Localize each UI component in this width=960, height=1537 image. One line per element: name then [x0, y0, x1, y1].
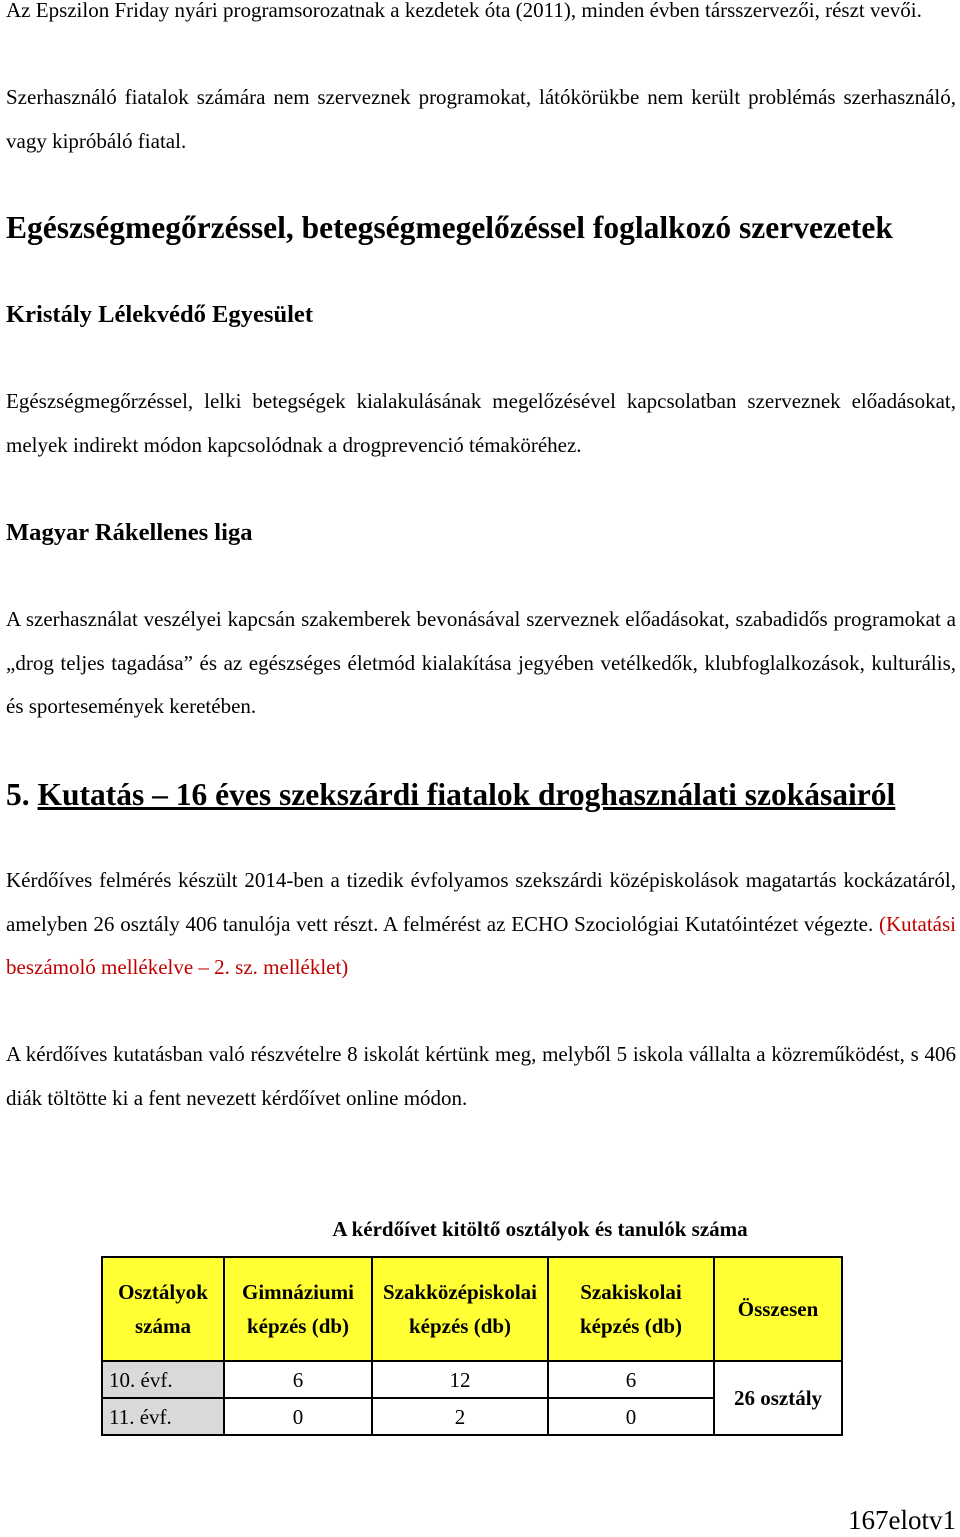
- table-row: [102, 1361, 842, 1398]
- cell-szakiskola: 6: [548, 1361, 714, 1398]
- classes-students-table: [101, 1256, 843, 1436]
- intro-paragraph-2: Szerhasználó fiatalok számára nem szerveznek programokat, látókörükbe nem került problémás szerhasználó, vagy kipróbáló fiatal.: [6, 85, 956, 153]
- header-szakiskola: Szakiskolai képzés (db): [548, 1257, 714, 1361]
- cell-gimnazium: 0: [224, 1398, 372, 1435]
- section-health-heading: Egészségmegőrzéssel, betegségmegelőzéssel foglalkozó szervezetek: [6, 210, 893, 245]
- row-label: 11. évf.: [102, 1398, 224, 1435]
- table-header-row: [102, 1257, 842, 1361]
- section5-paragraph-1-text: Kérdőíves felmérés készült 2014-ben a tizedik évfolyamos szekszárdi középiskolások magatartás kockázatáról, amelyben 26 osztály 406 tanulója vett részt. A felmérést az ECHO Szociológiai Kutatóintézet végezte.: [6, 868, 956, 936]
- section5-title: Kutatás – 16 éves szekszárdi fiatalok droghasználati szokásairól: [37, 777, 896, 812]
- cell-szakiskola: 0: [548, 1398, 714, 1435]
- section5-heading: [6, 777, 896, 812]
- cell-szakkozep: 2: [372, 1398, 548, 1435]
- cell-szakkozep: 12: [372, 1361, 548, 1398]
- header-total: Összesen: [714, 1257, 842, 1361]
- org1-name: Kristály Lélekvédő Egyesület: [6, 301, 314, 328]
- page-footer-label: 167elotv1: [848, 1505, 956, 1535]
- cell-total: 26 osztály: [714, 1361, 842, 1435]
- cell-gimnazium: 6: [224, 1361, 372, 1398]
- table-title: A kérdőívet kitöltő osztályok és tanulók száma: [332, 1217, 748, 1241]
- org1-text: Egészségmegőrzéssel, lelki betegségek kialakulásának megelőzésével kapcsolatban szerveznek előadásokat, melyek indirekt módon kapcsolódnak a drogprevenció témaköréhez.: [6, 389, 956, 457]
- header-classes: Osztályok száma: [102, 1257, 224, 1361]
- header-szakkozep: Szakközépiskolai képzés (db): [372, 1257, 548, 1361]
- org2-name: Magyar Rákellenes liga: [6, 519, 253, 546]
- section5-number: 5.: [6, 777, 30, 812]
- intro-paragraph-1: Az Epszilon Friday nyári programsorozatnak a kezdetek óta (2011), minden évben társszervezői, részt vevői.: [6, 0, 922, 22]
- header-gimnazium: Gimnáziumi képzés (db): [224, 1257, 372, 1361]
- section5-paragraph-2: A kérdőíves kutatásban való részvételre 8 iskolát kértünk meg, melyből 5 iskola vállalta a közreműködést, s 406 diák töltötte ki a fent nevezett kérdőívet online módon.: [6, 1042, 956, 1110]
- org2-text: A szerhasználat veszélyei kapcsán szakemberek bevonásával szerveznek előadásokat, szabadidős programokat a „drog teljes tagadása” és az egészséges életmód kialakítása jegyében vetélkedők, klubfoglalkozások, kulturális, és sportesemények keretében.: [6, 607, 956, 718]
- attachment-reference: (Kutatási beszámoló mellékelve – 2. sz. melléklet): [6, 911, 956, 979]
- section5-paragraph-1: [6, 859, 956, 990]
- row-label: 10. évf.: [102, 1361, 224, 1398]
